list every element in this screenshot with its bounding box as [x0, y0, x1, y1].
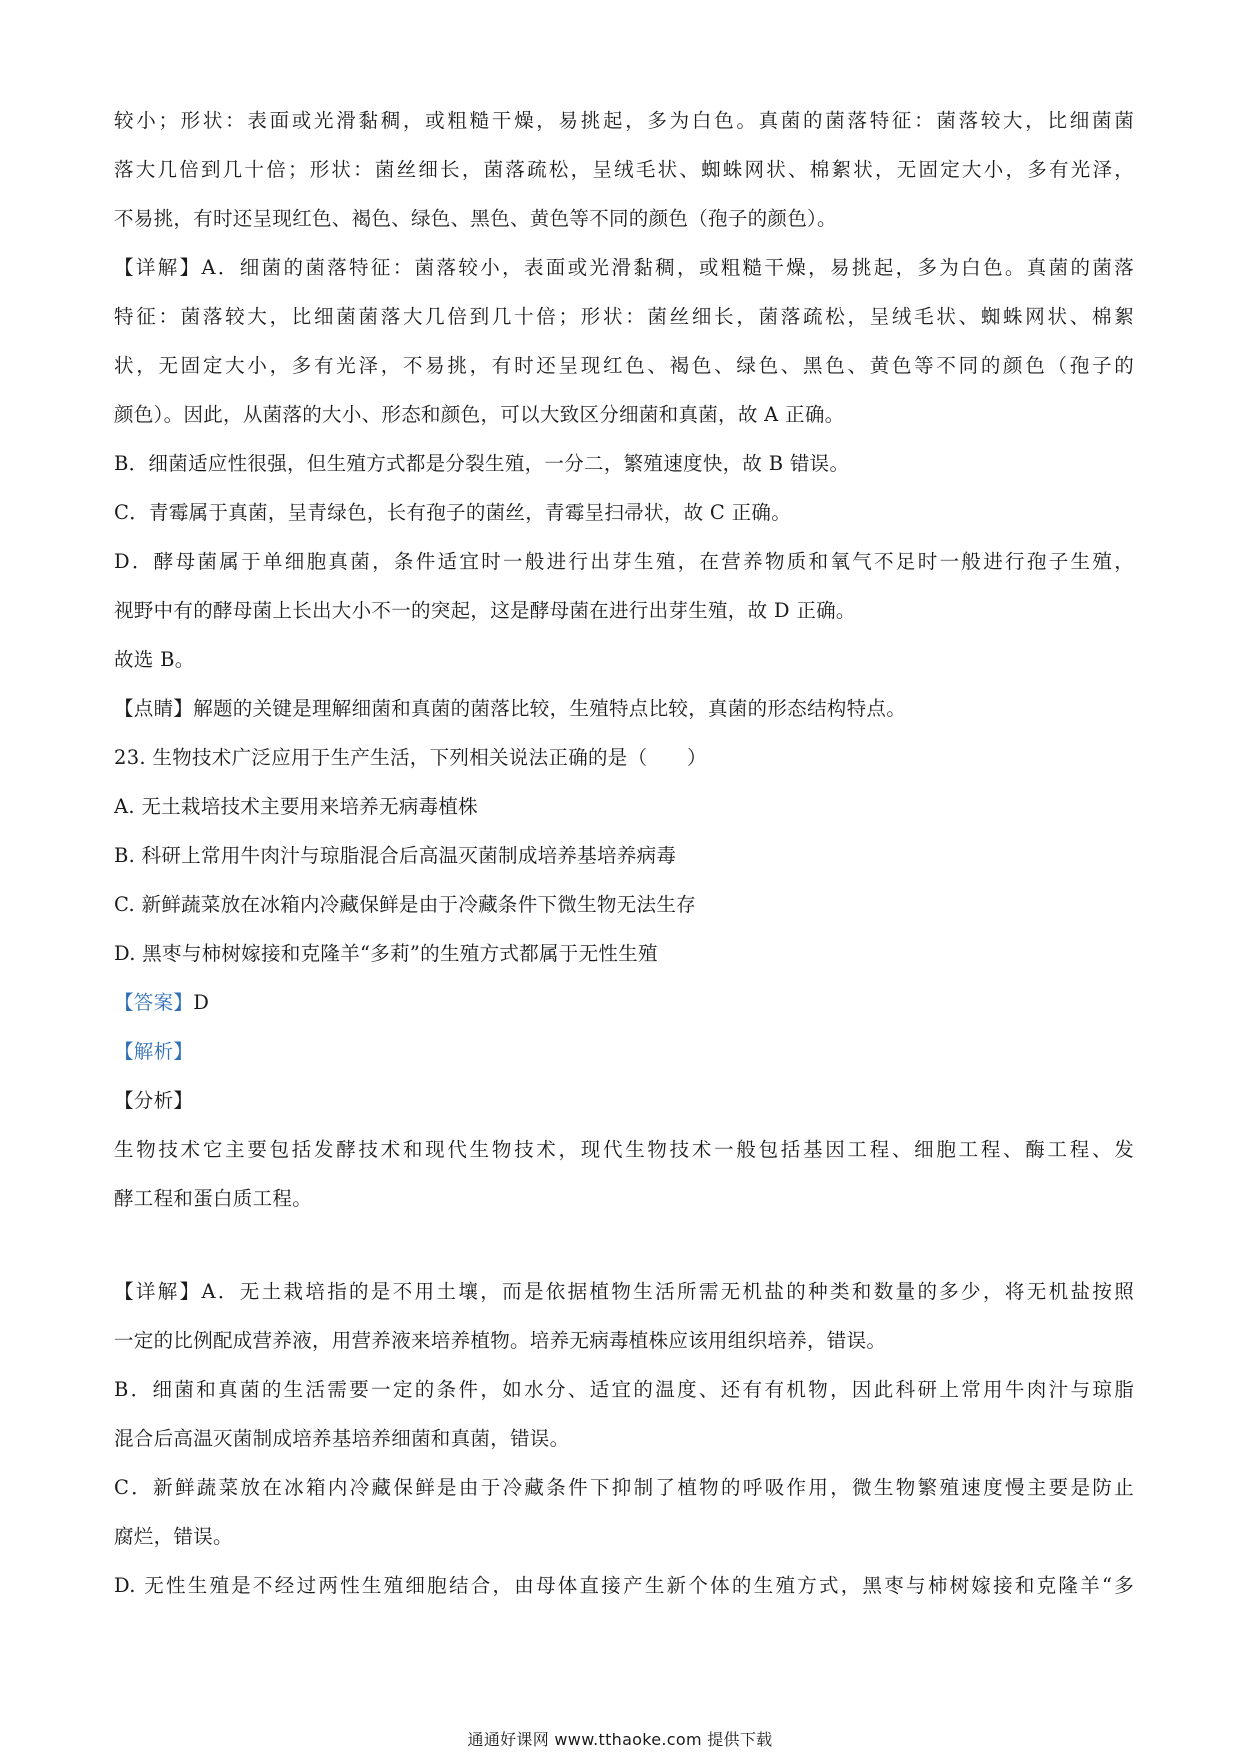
answer-row — [114, 978, 1134, 1027]
text-line: 【详解】A．无土栽培指的是不用土壤，而是依据植物生活所需无机盐的种类和数量的多少，将无机盐按照 — [114, 1280, 1134, 1303]
paragraph-detail-c: C．青霉属于真菌，呈青绿色，长有孢子的菌丝，青霉呈扫帚状，故 C 正确。 — [114, 501, 792, 524]
answer-label: 【答案】 — [114, 991, 194, 1014]
page-footer: 通通好课网 www.tthaoke.com 提供下载 — [467, 1730, 773, 1749]
text-line: 落大几倍到几十倍；形状：菌丝细长，菌落疏松，呈绒毛状、蜘蛛网状、棉絮状，无固定大小，多有光泽， — [114, 158, 1134, 181]
paragraph-explain-d — [114, 1561, 1134, 1610]
text-line: 状，无固定大小，多有光泽，不易挑，有时还呈现红色、褐色、绿色、黑色、黄色等不同的颜色（孢子的 — [114, 354, 1134, 377]
paragraph-conclusion: 故选 B。 — [114, 648, 195, 671]
text-line: 视野中有的酵母菌上长出大小不一的突起，这是酵母菌在进行出芽生殖，故 D 正确。 — [114, 599, 856, 622]
text-line: C．新鲜蔬菜放在冰箱内冷藏保鲜是由于冷藏条件下抑制了植物的呼吸作用，微生物繁殖速度慢主要是防止 — [114, 1476, 1134, 1499]
text-line: 一定的比例配成营养液，用营养液来培养植物。培养无病毒植株应该用组织培养，错误。 — [114, 1329, 887, 1352]
paragraph-key-point: 【点睛】解题的关键是理解细菌和真菌的菌落比较，生殖特点比较，真菌的形态结构特点。 — [114, 697, 907, 720]
fenxi-label: 【分析】 — [114, 1089, 194, 1112]
text-line: B．细菌和真菌的生活需要一定的条件，如水分、适宜的温度、还有有机物，因此科研上常用牛肉汁与琼脂 — [114, 1378, 1134, 1401]
paragraph-explain-b — [114, 1365, 1134, 1463]
answer-value: D — [193, 991, 210, 1014]
paragraph-detail-a — [114, 243, 1134, 439]
document-body — [114, 96, 1134, 1610]
text-line: 酵工程和蛋白质工程。 — [114, 1187, 313, 1210]
spacer — [114, 1223, 1134, 1267]
question-option-b: B. 科研上常用牛肉汁与琼脂混合后高温灭菌制成培养基培养病毒 — [114, 844, 677, 867]
text-line: 混合后高温灭菌制成培养基培养细菌和真菌，错误。 — [114, 1427, 570, 1450]
text-line: 【详解】A．细菌的菌落特征：菌落较小，表面或光滑黏稠，或粗糙干燥，易挑起，多为白色。真菌的菌落 — [114, 256, 1134, 279]
paragraph-detail-d — [114, 537, 1134, 635]
text-line: 腐烂，错误。 — [114, 1525, 233, 1548]
paragraph-explain-c — [114, 1463, 1134, 1561]
paragraph-colony-features — [114, 96, 1134, 243]
question-stem: 23. 生物技术广泛应用于生产生活，下列相关说法正确的是（ ） — [114, 746, 707, 769]
text-line: 生物技术它主要包括发酵技术和现代生物技术，现代生物技术一般包括基因工程、细胞工程、酶工程、发 — [114, 1138, 1134, 1161]
question-option-a: A. 无土栽培技术主要用来培养无病毒植株 — [114, 795, 478, 818]
analysis-label: 【解析】 — [114, 1040, 194, 1063]
text-line: 颜色）。因此，从菌落的大小、形态和颜色，可以大致区分细菌和真菌，故 A 正确。 — [114, 403, 845, 426]
text-line: 较小；形状：表面或光滑黏稠，或粗糙干燥，易挑起，多为白色。真菌的菌落特征：菌落较大，比细菌菌 — [114, 109, 1134, 132]
text-line: 不易挑，有时还呈现红色、褐色、绿色、黑色、黄色等不同的颜色（孢子的颜色）。 — [114, 207, 837, 230]
text-line: 特征：菌落较大，比细菌菌落大几倍到几十倍；形状：菌丝细长，菌落疏松，呈绒毛状、蜘蛛网状、棉絮 — [114, 305, 1134, 328]
paragraph-fenxi — [114, 1125, 1134, 1223]
question-option-c: C. 新鲜蔬菜放在冰箱内冷藏保鲜是由于冷藏条件下微生物无法生存 — [114, 893, 696, 916]
question-option-d: D. 黑枣与柿树嫁接和克隆羊“多莉”的生殖方式都属于无性生殖 — [114, 942, 658, 965]
paragraph-detail-b: B．细菌适应性很强，但生殖方式都是分裂生殖，一分二，繁殖速度快，故 B 错误。 — [114, 452, 850, 475]
paragraph-explain-a — [114, 1267, 1134, 1365]
text-line: D．酵母菌属于单细胞真菌，条件适宜时一般进行出芽生殖，在营养物质和氧气不足时一般进行孢子生殖， — [114, 550, 1134, 573]
text-line: D. 无性生殖是不经过两性生殖细胞结合，由母体直接产生新个体的生殖方式，黑枣与柿树嫁接和克隆羊“多 — [114, 1574, 1134, 1597]
